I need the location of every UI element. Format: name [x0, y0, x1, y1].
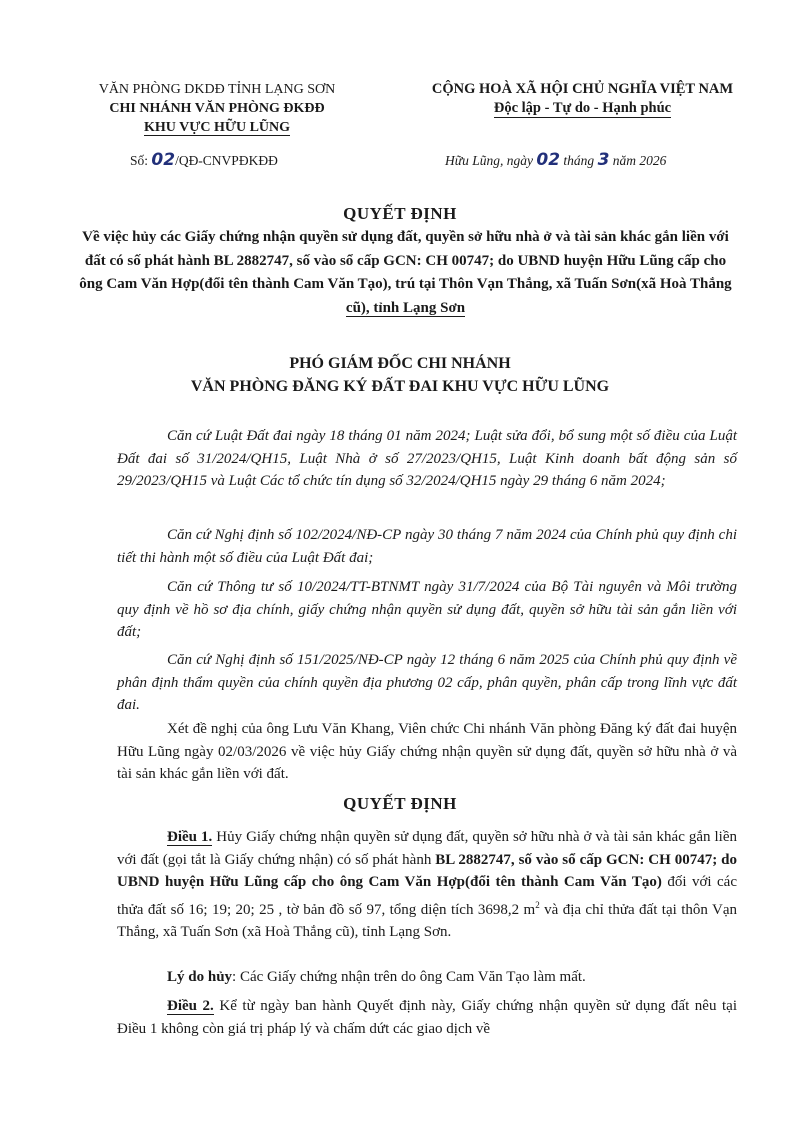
reason-label: Lý do hủy: [167, 969, 233, 985]
legal-basis-1: Căn cứ Luật Đất đai ngày 18 tháng 01 năm 2024; Luật sửa đổi, bổ sung một số điều của Luật Đất đai số 31/2024/QH15, Luật Nhà ở số 27/2023/QH15, Luật Kinh doanh bất động sản số 29/2023/QH15 và Luật Các tổ chức tín dụng số 32/2024/QH15 ngày 29 tháng 6 năm 2024;: [117, 428, 737, 490]
decision-heading: QUYẾT ĐỊNH: [343, 794, 457, 813]
date-part-2: tháng: [560, 153, 598, 168]
article-1-text-c: và địa chỉ thửa đất tại thôn Vạn Thắng, xã Tuấn Sơn (xã Hoà Thắng cũ), tỉnh Lạng Sơn.: [117, 901, 738, 941]
agency-line-3: [72, 118, 362, 137]
date-part-3: năm 2026: [609, 153, 667, 168]
motto: [390, 99, 775, 118]
subject-end: cũ), tỉnh Lạng Sơn: [345, 299, 466, 316]
document-number: [130, 150, 278, 170]
article-2-text: Kể từ ngày ban hành Quyết định này, Giấy chứng nhận quyền sử dụng đất nêu tại Điều 1 không còn giá trị pháp lý và chấm dứt các giao dịch về: [117, 998, 737, 1037]
agency-line-1: VĂN PHÒNG DKDĐ TỈNH LẠNG SƠN: [98, 82, 336, 97]
motto-text: Độc lập - Tự do - Hạnh phúc: [493, 100, 672, 116]
subject-text: Về việc hủy các Giấy chứng nhận quyền sử dụng đất, quyền sở hữu nhà ở và tài sản khác gắn liền với đất có số phát hành BL 2882747, số vào sổ cấp GCN: CH 00747; do UBND huyện Hữu Lũng cấp cho ông Cam Văn Hợp(đổi tên thành Cam Văn Tạo), trú tại Thôn Vạn Thắng, xã Tuấn Sơn(xã Hoà Thắng: [79, 229, 732, 292]
legal-basis-4: Căn cứ Nghị định số 151/2025/NĐ-CP ngày 12 tháng 6 năm 2025 của Chính phủ quy định về phân định thẩm quyền của chính quyền địa phương 02 cấp, phân quyền, phân cấp trong lĩnh vực đất đai.: [117, 652, 737, 714]
legal-basis-2: Căn cứ Nghị định số 102/2024/NĐ-CP ngày 30 tháng 7 năm 2024 của Chính phủ quy định chi tiết thi hành một số điều của Luật Đất đai;: [117, 527, 737, 566]
authority-line-1: PHÓ GIÁM ĐỐC CHI NHÁNH: [289, 355, 511, 372]
agency-line-3-text: KHU VỰC HỮU LŨNG: [143, 120, 291, 135]
document-number-suffix: /QĐ-CNVPĐKĐĐ: [175, 153, 278, 168]
legal-basis-3: Căn cứ Thông tư số 10/2024/TT-BTNMT ngày 31/7/2024 của Bộ Tài nguyên và Môi trường quy định về hồ sơ địa chính, giấy chứng nhận quyền sử dụng đất, quyền sở hữu tài sản gắn liền với đất;: [117, 579, 737, 641]
article-2-label: [167, 998, 214, 1015]
document-title: QUYẾT ĐỊNH: [343, 204, 457, 223]
date-day-handwritten: 02: [536, 150, 561, 170]
reason-text: : Các Giấy chứng nhận trên do ông Cam Văn Tạo làm mất.: [232, 969, 586, 985]
issuing-authority: [0, 352, 800, 398]
article-2: [117, 995, 737, 1040]
article-1-text-b: đối với các thửa đất số 16; 19; 20; 25 , tờ bản đồ số 97, tổng diện tích 3698,2 m: [117, 874, 737, 918]
document-number-handwritten: 02: [151, 150, 176, 170]
article-1: [117, 826, 737, 944]
country-name: CỘNG HOÀ XÃ HỘI CHỦ NGHĨA VIỆT NAM: [431, 81, 734, 97]
date-month-handwritten: 3: [597, 150, 610, 170]
authority-line-2: VĂN PHÒNG ĐĂNG KÝ ĐẤT ĐAI KHU VỰC HỮU LŨNG: [190, 378, 610, 395]
area-unit-superscript: 2: [535, 899, 540, 910]
reason-paragraph: [117, 966, 737, 989]
document-number-prefix: Số:: [130, 153, 152, 168]
agency-line-2: CHI NHÁNH VĂN PHÒNG ĐKĐĐ: [109, 101, 325, 116]
issuing-agency-block: [72, 80, 362, 137]
article-1-bold-part: BL 2882747, số vào sổ cấp GCN: CH 00747; do UBND huyện Hữu Lũng cấp cho ông Cam Văn Hợp(đổi tên thành Cam Văn Tạo): [117, 851, 737, 891]
article-1-label: [167, 829, 212, 846]
issue-date: [445, 150, 666, 170]
article-1-text-a: Hủy Giấy chứng nhận quyền sử dụng đất, quyền sở hữu nhà ở và tài sản khác gắn liền với đất (gọi tắt là Giấy chứng nhận) có số phát hành: [117, 829, 737, 868]
document-subject: [78, 226, 733, 320]
national-motto-block: [390, 80, 775, 118]
article-1-label-text: Điều 1.: [167, 829, 213, 845]
proposal-paragraph: Xét đề nghị của ông Lưu Văn Khang, Viên chức Chi nhánh Văn phòng Đăng ký đất đai huyện Hữu Lũng ngày 02/03/2026 về việc hủy Giấy chứng nhận quyền sử dụng đất, quyền sở hữu nhà ở và tài sản khác gắn liền với đất.: [117, 721, 737, 783]
article-2-label-text: Điều 2.: [167, 998, 214, 1014]
date-part-1: Hữu Lũng, ngày: [445, 153, 537, 168]
